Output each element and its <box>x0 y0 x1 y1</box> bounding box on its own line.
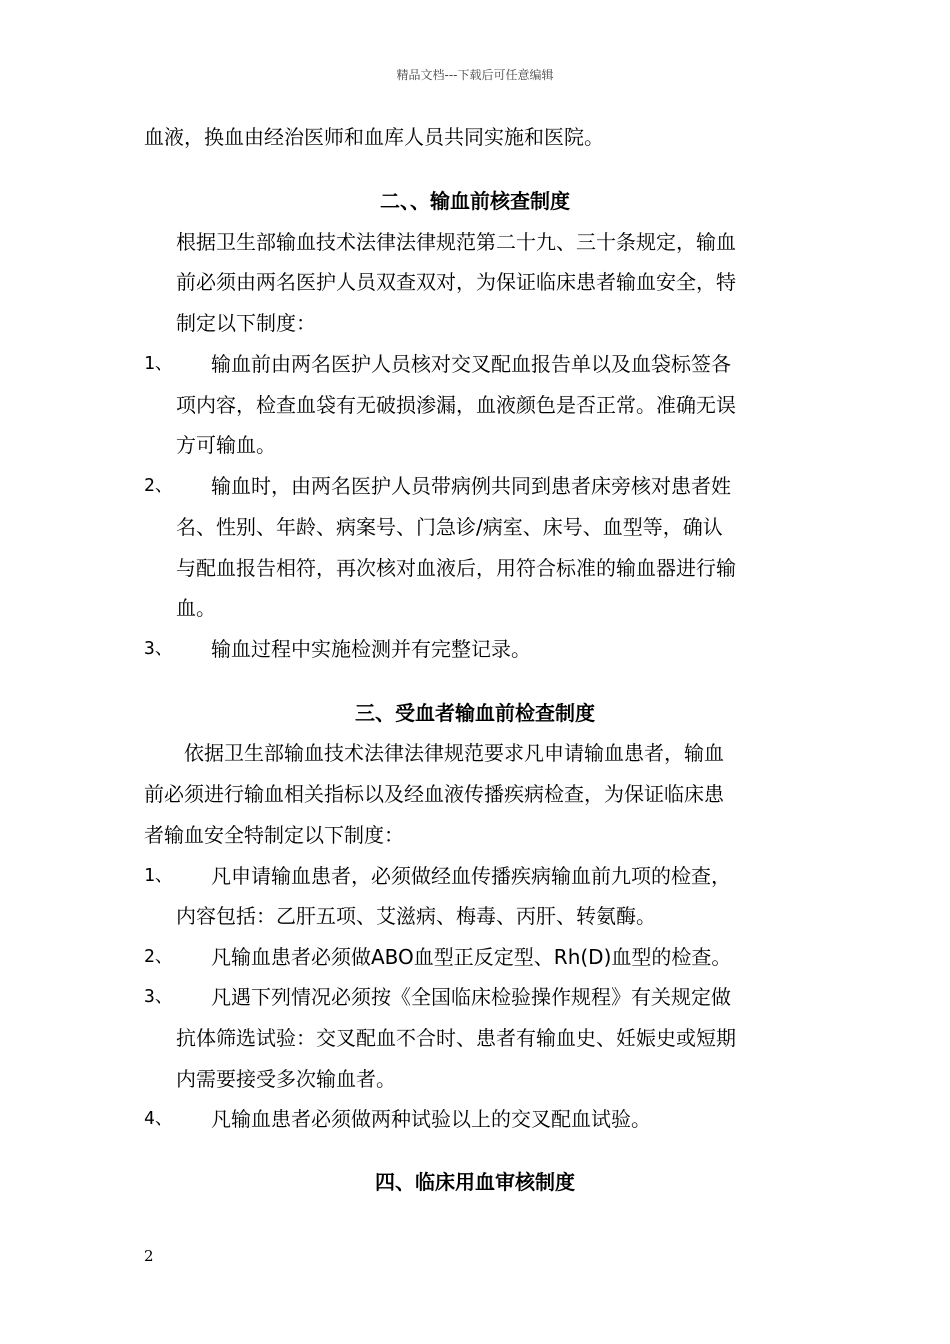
item-text: 凡输血患者必须做ABO血型正反定型、Rh(D)血型的检查。 <box>211 945 732 969</box>
item-number: 1、 <box>144 353 173 374</box>
section-2-lead-line: 制定以下制度： <box>176 311 316 335</box>
page-number: 2 <box>144 1247 154 1265</box>
item-text: 名、性别、年龄、病案号、门急诊/病室、床号、血型等，确认 <box>176 515 723 539</box>
section-3-lead-line: 依据卫生部输血技术法律法律规范要求凡申请输血患者，输血 <box>184 741 724 765</box>
section-2-lead-line: 根据卫生部输血技术法律法律规范第二十九、三十条规定，输血 <box>176 230 736 254</box>
item-text: 输血时，由两名医护人员带病例共同到患者床旁核对患者姓 <box>211 474 731 498</box>
item-text: 方可输血。 <box>176 433 276 457</box>
section-3-lead-line: 前必须进行输血相关指标以及经血液传播疾病检查，为保证临床患 <box>144 782 724 806</box>
item-number: 2、 <box>144 475 173 496</box>
item-text: 项内容，检查血袋有无破损渗漏，血液颜色是否正常。准确无误 <box>176 393 736 417</box>
section-2-title: 二、、输血前核查制度 <box>380 189 570 213</box>
item-text: 与配血报告相符，再次核对血液后，用符合标准的输血器进行输 <box>176 556 736 580</box>
item-number: 1、 <box>144 865 173 886</box>
item-number: 3、 <box>144 986 173 1007</box>
section-4-title: 四、临床用血审核制度 <box>375 1170 575 1194</box>
item-number: 2、 <box>144 946 173 967</box>
item-text: 输血前由两名医护人员核对交叉配血报告单以及血袋标签各 <box>211 352 731 376</box>
intro-line: 血液，换血由经治医师和血库人员共同实施和医院。 <box>144 125 604 149</box>
item-text: 凡申请输血患者，必须做经血传播疾病输血前九项的检查， <box>211 864 731 888</box>
section-3-lead-line: 者输血安全特制定以下制度： <box>144 823 404 847</box>
item-number: 3、 <box>144 638 173 659</box>
page-header: 精品文档---下载后可任意编辑 <box>396 68 554 82</box>
item-text: 凡输血患者必须做两种试验以上的交叉配血试验。 <box>211 1107 651 1131</box>
item-number: 4、 <box>144 1108 173 1129</box>
section-3-title: 三、受血者输血前检查制度 <box>355 701 595 725</box>
item-text: 内容包括：乙肝五项、艾滋病、梅毒、丙肝、转氨酶。 <box>176 904 656 928</box>
item-text: 输血过程中实施检测并有完整记录。 <box>211 637 531 661</box>
item-text: 抗体筛选试验：交叉配血不合时、患者有输血史、妊娠史或短期 <box>176 1026 736 1050</box>
item-text: 内需要接受多次输血者。 <box>176 1067 396 1091</box>
section-2-lead-line: 前必须由两名医护人员双查双对，为保证临床患者输血安全，特 <box>176 270 736 294</box>
item-text: 血。 <box>176 596 216 620</box>
item-text: 凡遇下列情况必须按《全国临床检验操作规程》有关规定做 <box>211 985 731 1009</box>
